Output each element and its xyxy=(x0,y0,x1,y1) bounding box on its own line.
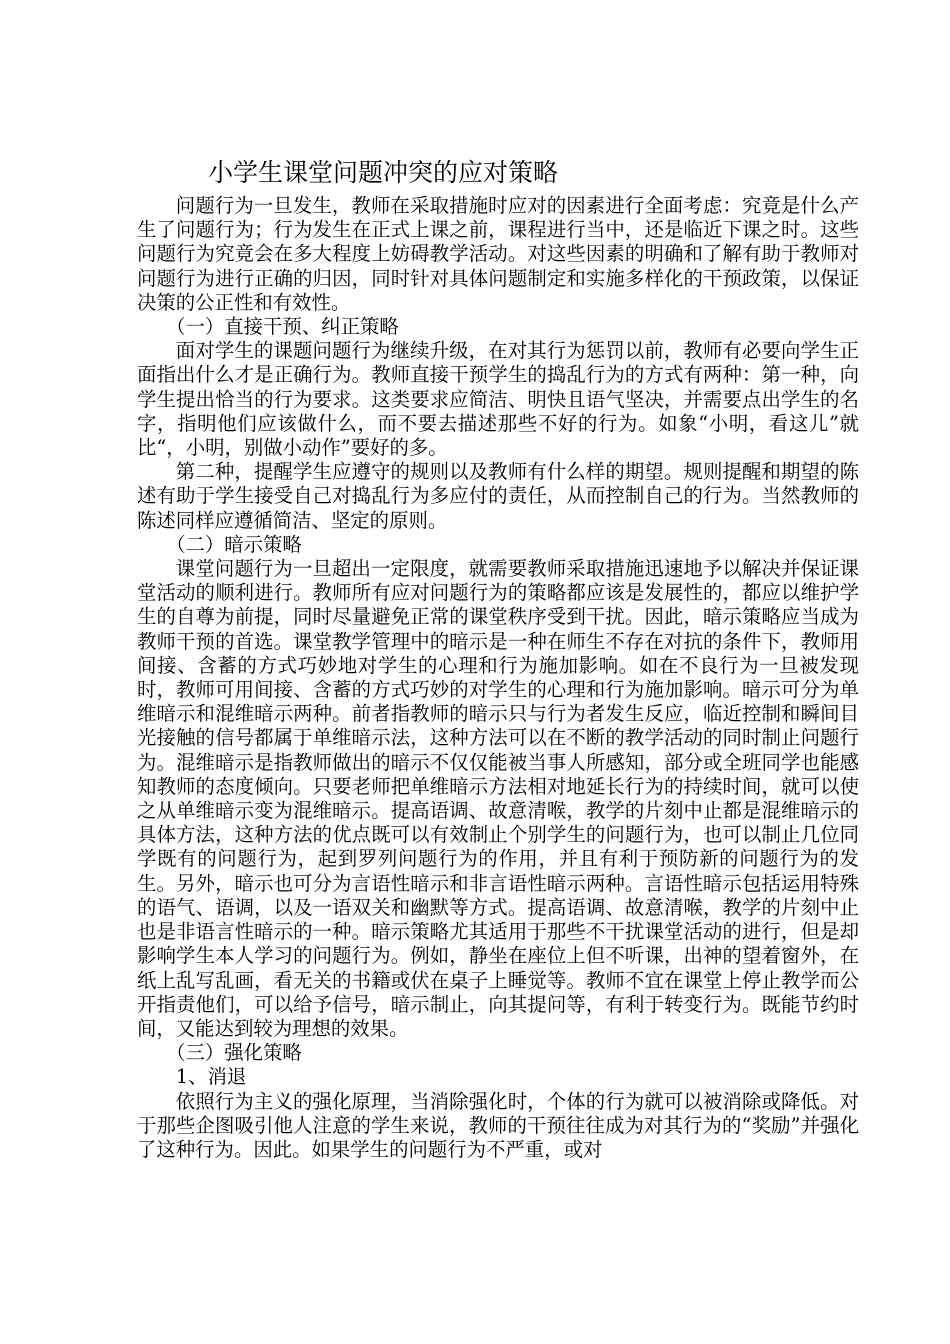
intro-paragraph: 问题行为一旦发生，教师在采取措施时应对的因素进行全面考虑：究竟是什么产生了问题行为；行为发生在正式上课之前，课程进行当中，还是临近下课之时。这些问题行为究竟会在多大程度上妨碍教学活动。对这些因素的明确和了解有助于教师对问题行为进行正确的归因，同时针对具体问题制定和实施多样化的干预政策，以保证决策的公正性和有效性。 xyxy=(137,194,859,314)
document-title: 小学生课堂问题冲突的应对策略 xyxy=(208,158,559,187)
section-2-heading: （二）暗示策略 xyxy=(166,532,302,556)
section-3-paragraph-1: 依照行为主义的强化原理，当消除强化时，个体的行为就可以被消除或降低。对于那些企图吸引他人注意的学生来说，教师的干预往往成为对其行为的“奖励”并强化了这种行为。因此。如果学生的问题行为不严重，或对 xyxy=(137,1089,859,1161)
document-body xyxy=(137,194,859,1162)
section-3-subheading: 1、消退 xyxy=(175,1065,247,1089)
section-2-paragraph-1: 课堂问题行为一旦超出一定限度，就需要教师采取措施迅速地予以解决并保证课堂活动的顺利进行。教师所有应对问题行为的策略都应该是发展性的，都应以维护学生的自尊为前提，同时尽量避免正常的课堂秩序受到干扰。因此，暗示策略应当成为教师干预的首选。课堂教学管理中的暗示是一种在师生不存在对抗的条件下，教师用间接、含蓄的方式巧妙地对学生的心理和行为施加影响。如在不良行为一旦被发现时，教师可用间接、含蓄的方式巧妙的对学生的心理和行为施加影响。暗示可分为单维暗示和混维暗示两种。前者指教师的暗示只与行为者发生反应，临近控制和瞬间目光接触的信号都属于单维暗示法，这种方法可以在不断的教学活动的同时制止问题行为。混维暗示是指教师做出的暗示不仅仅能被当事人所感知，部分或全班同学也能感知教师的态度倾向。只要老师把单维暗示方法相对地延长行为的持续时间，就可以使之从单维暗示变为混维暗示。提高语调、故意清喉，教学的片刻中止都是混维暗示的具体方法，这种方法的优点既可以有效制止个别学生的问题行为，也可以制止几位同学既有的问题行为，起到罗列问题行为的作用，并且有利于预防新的问题行为的发生。另外，暗示也可分为言语性暗示和非言语性暗示两种。言语性暗示包括运用特殊的语气、语调，以及一语双关和幽默等方式。提高语调、故意清喉，教学的片刻中止也是非语言性暗示的一种。暗示策略尤其适用于那些不干扰课堂活动的进行，但是却影响学生本人学习的问题行为。例如，静坐在座位上但不听课，出神的望着窗外，在纸上乱写乱画，看无关的书籍或伏在桌子上睡觉等。教师不宜在课堂上停止教学而公开指责他们，可以给予信号，暗示制止，向其提问等，有利于转变行为。既能节约时间，又能达到较为理想的效果。 xyxy=(137,557,859,1040)
section-3-heading: （三）强化策略 xyxy=(166,1041,302,1065)
section-1-paragraph-2: 第二种，提醒学生应遵守的规则以及教师有什么样的期望。规则提醒和期望的陈述有助于学生接受自己对捣乱行为多应付的责任，从而控制自己的行为。当然教师的陈述同样应遵循简洁、坚定的原则。 xyxy=(137,460,859,532)
section-1-paragraph-1: 面对学生的课题问题行为继续升级，在对其行为惩罚以前，教师有必要向学生正面指出什么才是正确行为。教师直接干预学生的捣乱行为的方式有两种：第一种，向学生提出恰当的行为要求。这类要求应简洁、明快且语气坚决，并需要点出学生的名字，指明他们应该做什么，而不要去描述那些不好的行为。如象“小明，看这儿”就比“，小明，别做小动作”要好的多。 xyxy=(137,339,859,460)
section-1-heading: （一）直接干预、纠正策略 xyxy=(166,315,399,339)
